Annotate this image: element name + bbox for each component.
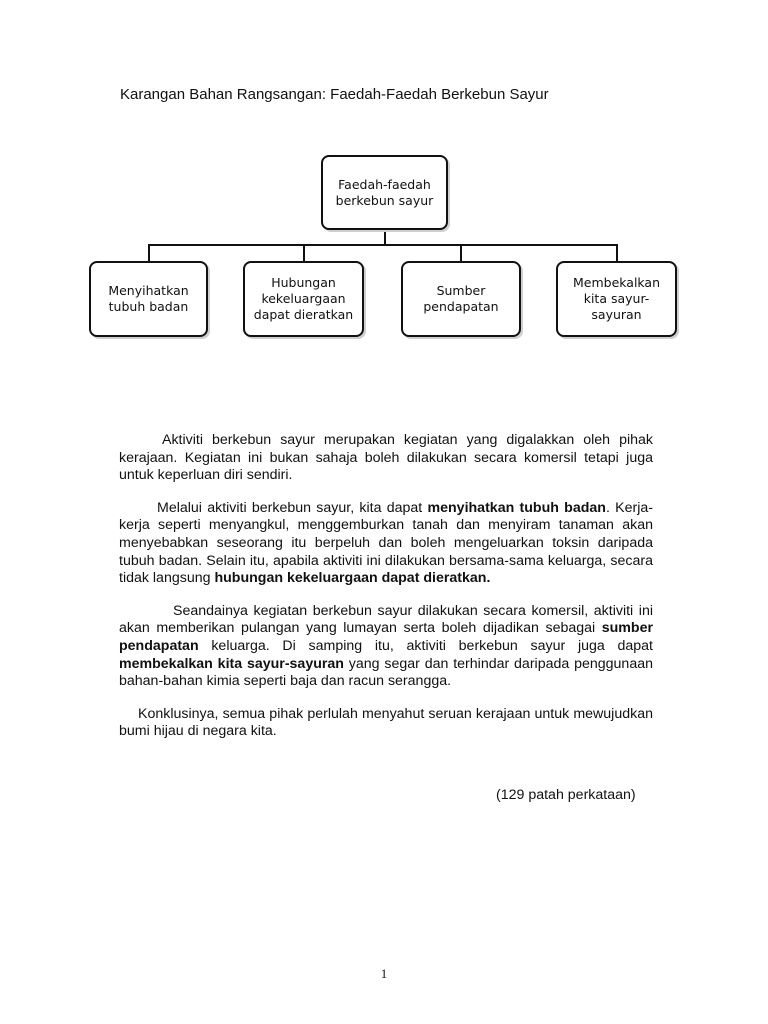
paragraph-text: yang segar dan terhindar daripada penggunaan bahan-bahan kimia seperti baja dan racun serangga. xyxy=(119,655,653,690)
diagram-node-hubungan xyxy=(243,261,364,337)
paragraph-text: keluarga. Di samping itu, aktiviti berkebun sayur juga dapat xyxy=(198,637,653,654)
benefits-diagram xyxy=(0,0,768,360)
paragraph-2 xyxy=(119,500,653,588)
key-point-hubungan: hubungan kekeluargaan dapat dieratkan. xyxy=(214,570,491,587)
page-number: 1 xyxy=(380,966,388,981)
key-point-menyihatkan: menyihatkan tubuh badan xyxy=(427,499,606,516)
paragraph-text: Aktiviti berkebun sayur merupakan kegiatan yang digalakkan oleh pihak kerajaan. Kegiatan ini bukan sahaja boleh dilakukan secara komersil tetapi juga untuk keperluan diri sendiri. xyxy=(119,432,653,484)
paragraph-text: Melalui aktiviti berkebun sayur, kita dapat xyxy=(157,499,428,516)
connector-root-down xyxy=(384,228,386,245)
connector-child-3 xyxy=(460,244,462,261)
connector-child-1 xyxy=(148,244,150,261)
diagram-node-label: Menyihatkan tubuh badan xyxy=(108,283,189,314)
paragraph-1 xyxy=(119,432,653,485)
diagram-node-label: Sumber pendapatan xyxy=(423,283,499,314)
paragraph-text: Konklusinya, semua pihak perlulah menyahut seruan kerajaan untuk mewujudkan bumi hijau di negara kita. xyxy=(119,705,653,740)
diagram-root-node xyxy=(321,155,448,230)
word-count: (129 patah perkataan) xyxy=(496,787,636,803)
diagram-root-label: Faedah-faedah berkebun sayur xyxy=(335,176,434,208)
key-point-sumber: sumber pendapatan xyxy=(119,620,653,654)
connector-child-2 xyxy=(303,244,305,261)
connector-child-4 xyxy=(616,244,618,261)
paragraph-4 xyxy=(119,706,653,741)
diagram-node-label: Membekalkan kita sayur- sayuran xyxy=(572,275,661,322)
diagram-node-label: Hubungan kekeluargaan dapat dieratkan xyxy=(253,275,354,322)
document-title: Karangan Bahan Rangsangan: Faedah-Faedah Berkebun Sayur xyxy=(120,86,549,103)
key-point-membekalkan: membekalkan kita sayur-sayuran xyxy=(119,655,344,672)
paragraph-3 xyxy=(119,603,653,691)
diagram-node-menyihatkan xyxy=(89,261,208,337)
diagram-node-sumber xyxy=(401,261,521,337)
diagram-node-membekalkan xyxy=(556,261,677,337)
paragraph-text: Seandainya kegiatan berkebun sayur dilakukan secara komersil, aktiviti ini akan memberikan pulangan yang lumayan serta boleh dijadikan sebagai xyxy=(119,602,653,637)
essay-body xyxy=(119,432,653,756)
paragraph-text: . Kerja-kerja seperti menyangkul, menggemburkan tanah dan menyiram tanaman akan menyebabkan seseorang itu berpeluh dan boleh mengeluarkan toksin daripada tubuh badan. Selain itu, apabila aktiviti ini dilakukan bersama-sama keluarga, secara tidak langsung xyxy=(119,499,653,587)
connector-horizontal xyxy=(148,244,618,246)
